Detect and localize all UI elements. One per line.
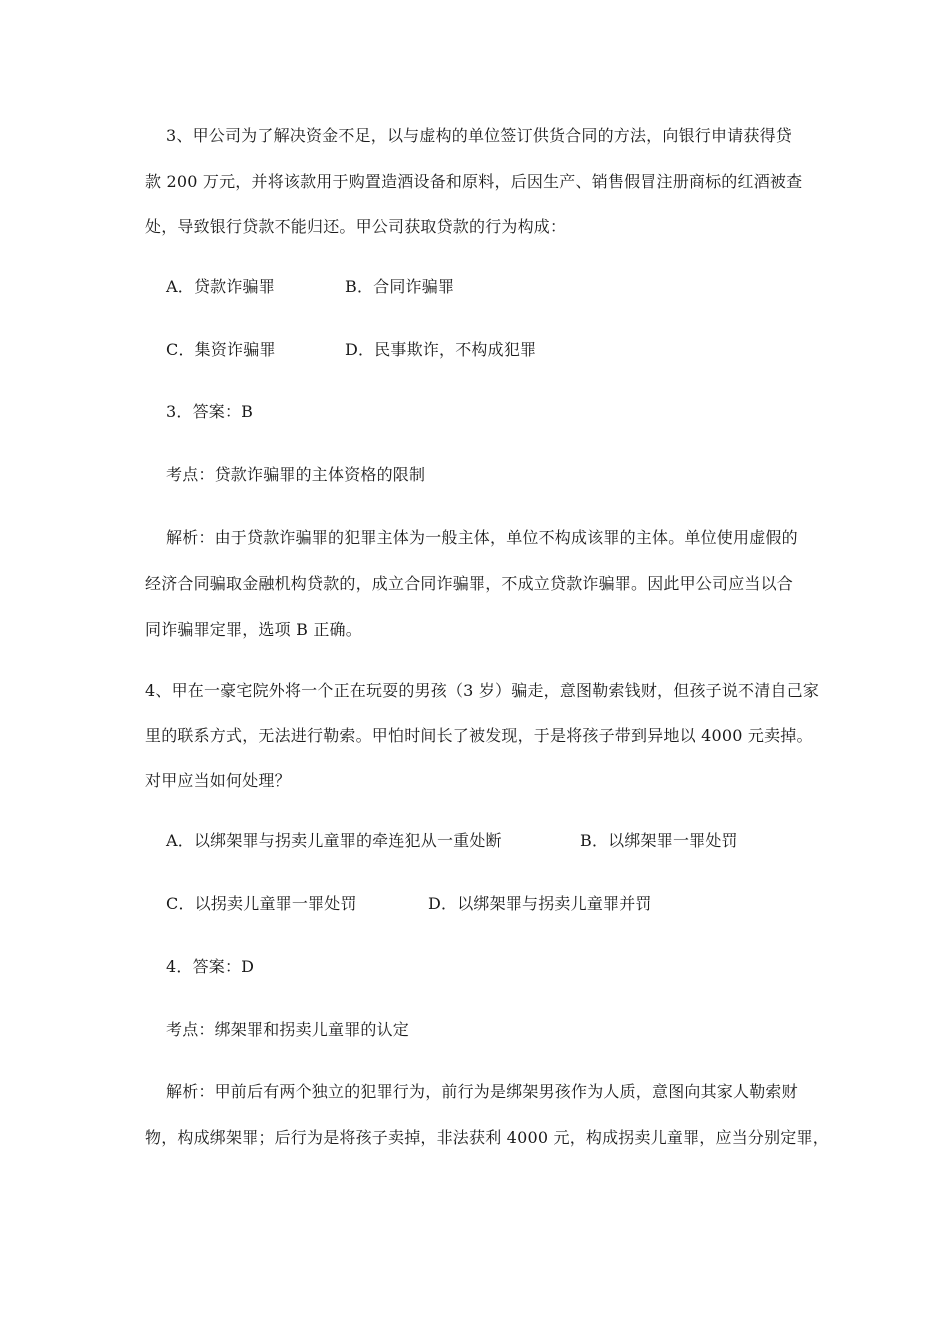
q4-analysis-line-1: 解析：甲前后有两个独立的犯罪行为，前行为是绑架男孩作为人质，意图向其家人勒索财 xyxy=(166,1082,798,1101)
q3-option-c: C．集资诈骗罪 xyxy=(166,340,276,359)
q3-stem-line-3: 处，导致银行贷款不能归还。甲公司获取贷款的行为构成： xyxy=(145,217,567,236)
q3-option-a: A．贷款诈骗罪 xyxy=(166,277,275,296)
q3-stem-line-1: 3、甲公司为了解决资金不足，以与虚构的单位签订供货合同的方法，向银行申请获得贷 xyxy=(166,126,792,145)
q4-answer: 4．答案：D xyxy=(166,957,255,976)
q3-analysis-line-2: 经济合同骗取金融机构贷款的，成立合同诈骗罪，不成立贷款诈骗罪。因此甲公司应当以合 xyxy=(145,574,794,593)
q4-option-d: D．以绑架罪与拐卖儿童罪并罚 xyxy=(428,894,652,913)
q3-exam-point: 考点：贷款诈骗罪的主体资格的限制 xyxy=(166,465,426,484)
q3-options-row-1 xyxy=(166,277,836,297)
q4-options-row-1 xyxy=(166,831,836,851)
q4-exam-point: 考点：绑架罪和拐卖儿童罪的认定 xyxy=(166,1020,410,1039)
q3-option-d: D．民事欺诈，不构成犯罪 xyxy=(345,340,537,359)
q4-analysis-line-2: 物，构成绑架罪；后行为是将孩子卖掉，非法获利 4000 元，构成拐卖儿童罪，应当分别定罪， xyxy=(145,1128,829,1147)
q3-analysis-line-3: 同诈骗罪定罪，选项 B 正确。 xyxy=(145,620,362,639)
q4-stem-line-1: 4、甲在一豪宅院外将一个正在玩耍的男孩（3 岁）骗走，意图勒索钱财，但孩子说不清自己家 xyxy=(145,681,820,700)
q4-stem-line-2: 里的联系方式，无法进行勒索。甲怕时间长了被发现，于是将孩子带到异地以 4000 元卖掉。 xyxy=(145,726,813,745)
q4-option-b: B．以绑架罪一罪处罚 xyxy=(580,831,738,850)
q4-option-a: A．以绑架罪与拐卖儿童罪的牵连犯从一重处断 xyxy=(166,831,502,850)
q3-stem-line-2: 款 200 万元，并将该款用于购置造酒设备和原料，后因生产、销售假冒注册商标的红酒被查 xyxy=(145,172,803,191)
q3-answer: 3．答案：B xyxy=(166,402,254,421)
q4-option-c: C．以拐卖儿童罪一罪处罚 xyxy=(166,894,357,913)
q4-stem-line-3: 对甲应当如何处理？ xyxy=(145,771,291,790)
q4-options-row-2 xyxy=(166,894,836,914)
q3-options-row-2 xyxy=(166,340,836,360)
q3-option-b: B．合同诈骗罪 xyxy=(345,277,455,296)
q3-analysis-line-1: 解析：由于贷款诈骗罪的犯罪主体为一般主体，单位不构成该罪的主体。单位使用虚假的 xyxy=(166,528,798,547)
